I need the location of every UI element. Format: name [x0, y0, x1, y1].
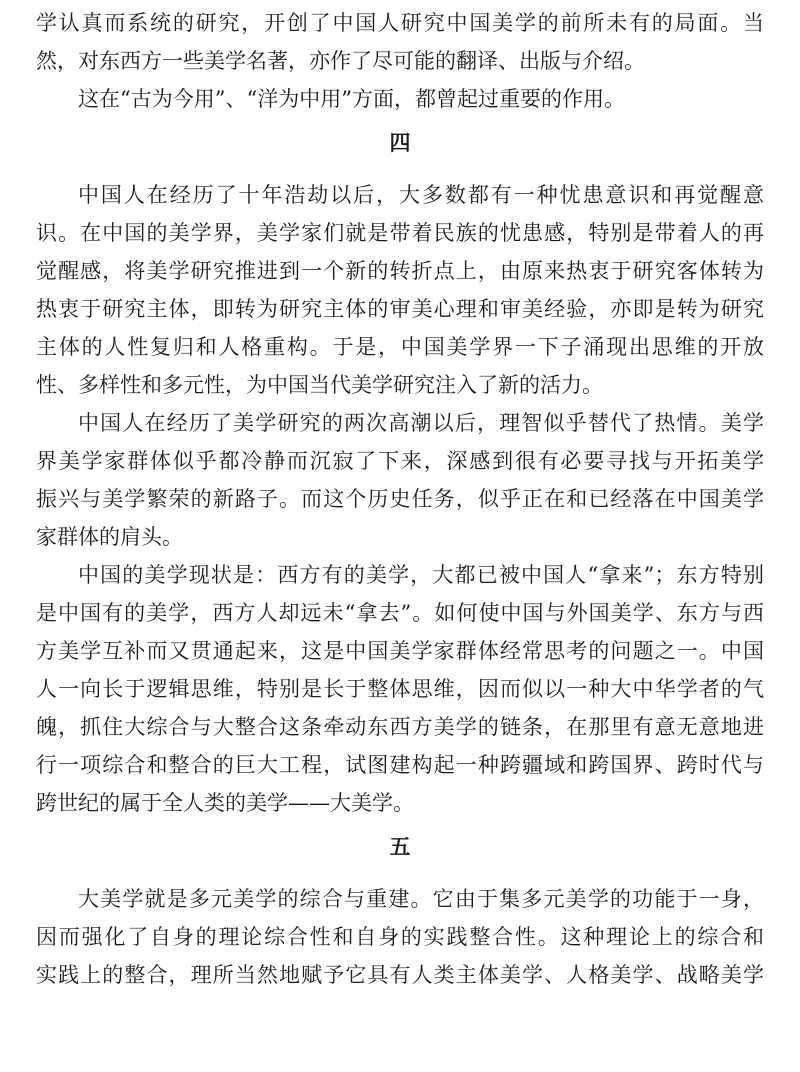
text-line: 这在“古为今用”、“洋为中用”方面，都曾起过重要的作用。	[78, 87, 625, 111]
paragraph	[36, 880, 764, 994]
section-heading: 五	[389, 834, 411, 859]
paragraph	[36, 556, 764, 822]
text-line: 实践上的整合，理所当然地赋予它具有人类主体美学、人格美学、战略美学	[36, 963, 764, 987]
text-line: 识。在中国的美学界，美学家们就是带着民族的忧患感，特别是带着人的再	[36, 221, 764, 245]
text-line: 然，对东西方一些美学名著，亦作了尽可能的翻译、出版与介绍。	[36, 49, 645, 73]
text-line: 中国人在经历了美学研究的两次高潮以后，理智似乎替代了热情。美学	[78, 411, 764, 435]
text-line: 人一向长于逻辑思维，特别是长于整体思维，因而似以一种大中华学者的气	[36, 677, 764, 701]
text-line: 主体的人性复归和人格重构。于是，中国美学界一下子涌现出思维的开放	[36, 335, 764, 359]
text-line: 觉醒感，将美学研究推进到一个新的转折点上，由原来热衷于研究客体转为	[36, 259, 764, 283]
text-line: 行一项综合和整合的巨大工程，试图建构起一种跨疆域和跨国界、跨时代与	[36, 753, 764, 777]
paragraph	[36, 80, 764, 118]
text-line: 魄，抓住大综合与大整合这条牵动东西方美学的链条，在那里有意无意地进	[36, 715, 764, 739]
paragraph	[36, 404, 764, 556]
text-line: 热衷于研究主体，即转为研究主体的审美心理和审美经验，亦即是转为研究	[36, 297, 764, 321]
document-page	[36, 4, 764, 994]
text-line: 大美学就是多元美学的综合与重建。它由于集多元美学的功能于一身，	[78, 887, 764, 911]
text-line: 是中国有的美学，西方人却远未“拿去”。如何使中国与外国美学、东方与西	[36, 601, 764, 625]
text-line: 跨世纪的属于全人类的美学——大美学。	[36, 791, 414, 815]
text-line: 中国的美学现状是：西方有的美学，大都已被中国人“拿来”；东方特别	[78, 563, 764, 587]
paragraph	[36, 176, 764, 404]
text-line: 因而强化了自身的理论综合性和自身的实践整合性。这种理论上的综合和	[36, 925, 764, 949]
text-line: 家群体的肩头。	[36, 525, 183, 549]
text-line: 振兴与美学繁荣的新路子。而这个历史任务，似乎正在和已经落在中国美学	[36, 487, 764, 511]
paragraph	[36, 4, 764, 80]
text-line: 方美学互补而又贯通起来，这是中国美学家群体经常思考的问题之一。中国	[36, 639, 764, 663]
text-line: 性、多样性和多元性，为中国当代美学研究注入了新的活力。	[36, 373, 603, 397]
text-line: 学认真而系统的研究，开创了中国人研究中国美学的前所未有的局面。当	[36, 11, 764, 35]
text-line: 界美学家群体似乎都冷静而沉寂了下来，深感到很有必要寻找与开拓美学	[36, 449, 764, 473]
text-line: 中国人在经历了十年浩劫以后，大多数都有一种忧患意识和再觉醒意	[78, 183, 764, 207]
section-heading: 四	[389, 130, 411, 155]
